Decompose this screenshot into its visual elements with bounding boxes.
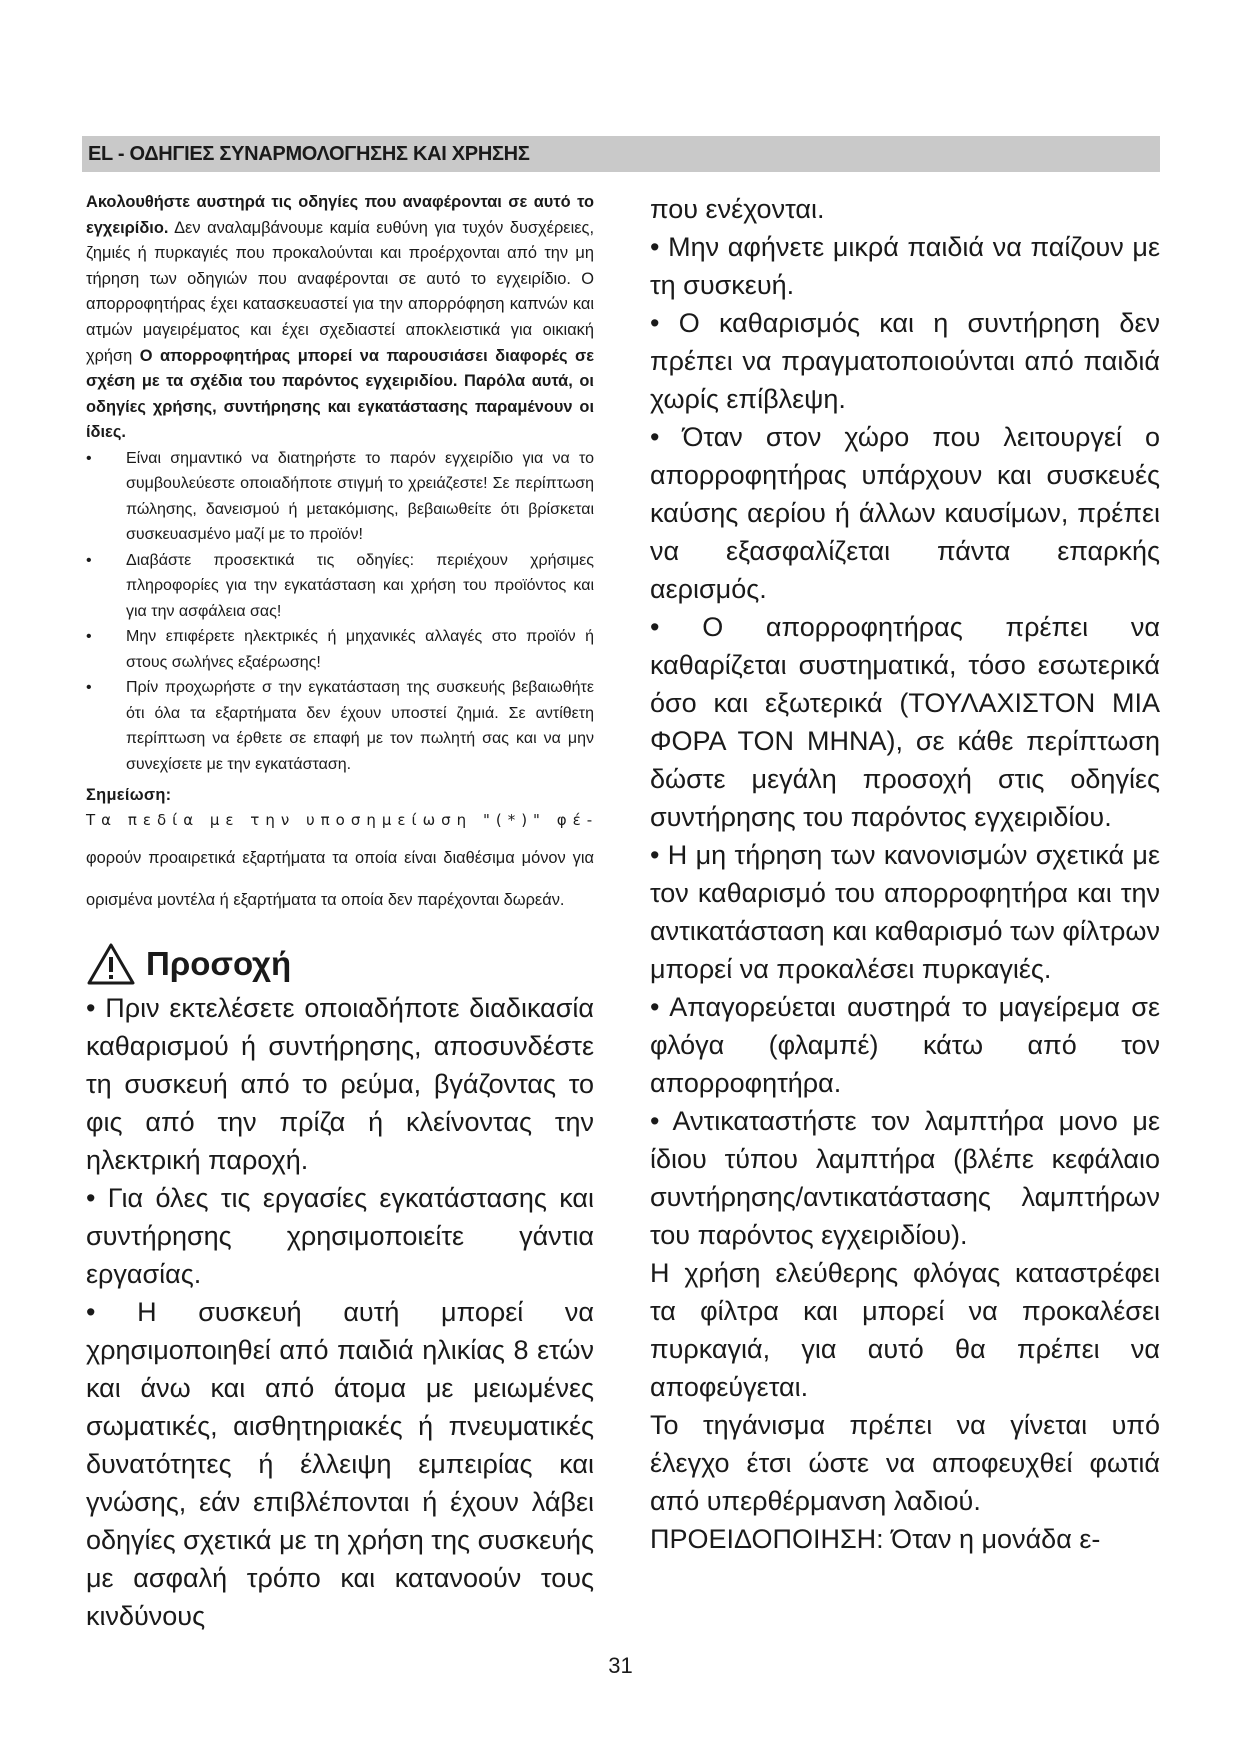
intro-text-1: Δεν αναλαμβάνουμε καμία ευθύνη για τυχόν δυσχέρειες, ζημιές ή πυρκαγιές που προκαλούνται και προέρχονται από την μη τήρηση των οδηγιών που αναφέρονται σε αυτό το εγχειρίδιο. Ο απορροφητήρας έχει κατασκευαστεί για την απορρόφηση καπνών και ατμών μαγειρέματος και έχει σχεδιαστεί αποκλειστικά για οικιακή χρήση — [86, 218, 594, 365]
safety-bullet-list — [86, 446, 594, 778]
page-number: 31 — [608, 1653, 633, 1678]
list-item: • Διαβάστε προσεκτικά τις οδηγίες: περιέχουν χρήσιμες πληροφορίες για την εγκατάσταση και χρήση του προϊόντος και για την ασφάλεια σας! — [86, 548, 594, 625]
section-title: EL - ΟΔΗΓΙΕΣ ΣΥΝΑΡΜΟΛΟΓΗΣΗΣ ΚΑΙ ΧΡΗΣΗΣ — [88, 143, 530, 165]
warning-paragraph: • Για όλες τις εργασίες εγκατάστασης και συντήρησης χρησιμοποιείτε γάντια εργασίας. — [86, 1183, 594, 1290]
note-continuation: φορούν προαιρετικά εξαρτήματα τα οποία είναι διαθέσιμα μόνον για ορισμένα μοντέλα ή εξαρτήματα τα οποία δεν παρέχονται δωρεάν. — [86, 849, 594, 910]
intro-bold-2: Ο απορροφητήρας μπορεί να παρουσιάσει διαφορές σε σχέση με τα σχέδια του παρόντος εγχειριδίου. Παρόλα αυτά, οι οδηγίες χρήσης, συντήρησης και εγκατάστασης παραμένουν οι ίδιες. — [86, 346, 594, 442]
warning-paragraph: • Η συσκευή αυτή μπορεί να χρησιμοποιηθεί από παιδιά ηλικίας 8 ετών και άνω και από άτομα με μειωμένες σωματικές, αισθητηριακές ή πνευματικές δυνατότητες ή έλλειψη εμπειρίας και γνώσης, εάν επιβλέπονται ή έχουν λάβει οδηγίες σχετικά με τη χρήση της συσκευής με ασφαλή τρόπο και κατανοούν τους κινδύνους — [86, 1297, 594, 1632]
right-paragraph: Η χρήση ελεύθερης φλόγας καταστρέφει τα φίλτρα και μπορεί να προκαλέσει πυρκαγιά, για αυτό θα πρέπει να αποφεύγεται. — [650, 1258, 1160, 1402]
intro-paragraph — [86, 190, 594, 446]
list-item: • Πρίν προχωρήστε σ την εγκατάσταση της συσκευής βεβαιωθήτε ότι όλα τα εξαρτήματα δεν έχουν υποστεί ζημιά. Σε αντίθετη περίπτωση να έρθετε σε επαφή με τον πωλητή σας και να μην συνεχίσετε με την εγκατάσταση. — [86, 675, 594, 777]
right-paragraph: • Ο καθαρισμός και η συντήρηση δεν πρέπει να πραγματοποιούνται από παιδιά χωρίς επίβλεψη. — [650, 308, 1160, 414]
right-paragraph: • Ο απορροφητήρας πρέπει να καθαρίζεται συστηματικά, τόσο εσωτερικά όσο και εξωτερικά (ΤΟΥΛΑΧΙΣΤΟΝ ΜΙΑ ΦΟΡΑ ΤΟΝ ΜΗΝΑ), σε κάθε περίπτωση δώστε μεγάλη προσοχή στις οδηγίες συντήρησης του παρόντος εγχειριδίου. — [650, 612, 1160, 832]
note-spaced-text: Τα πεδία με την υποσημείωση "(*)" φέ- — [86, 811, 599, 830]
list-item: • Μην επιφέρετε ηλεκτρικές ή μηχανικές αλλαγές στο προϊόν ή στους σωλήνες εξαέρωσης! — [86, 624, 594, 675]
right-paragraph: • Όταν στον χώρο που λειτουργεί ο απορροφητήρας υπάρχουν και συσκευές καύσης αερίου ή άλλων καυσίμων, πρέπει να εξασφαλίζεται πάντα επαρκής αερισμός. — [650, 422, 1160, 604]
note-line — [86, 783, 599, 833]
note-label: Σημείωση: — [86, 786, 172, 805]
section-header-bar — [82, 136, 1160, 172]
right-column — [650, 190, 1160, 1558]
right-paragraph: • Απαγορεύεται αυστηρά το μαγείρεμα σε φλόγα (φλαμπέ) κάτω από τον απορροφητήρα. — [650, 992, 1160, 1098]
warning-heading — [86, 939, 594, 989]
right-paragraph: που ενέχονται. — [650, 194, 825, 224]
warning-triangle-icon — [86, 942, 136, 986]
right-paragraph: • Μην αφήνετε μικρά παιδιά να παίζουν με τη συσκευή. — [650, 232, 1160, 300]
warning-title: Προσοχή — [146, 945, 292, 983]
left-column — [86, 190, 599, 1635]
right-paragraph: Το τηγάνισμα πρέπει να γίνεται υπό έλεγχο έτσι ώστε να αποφευχθεί φωτιά από υπερθέρμανση λαδιού. — [650, 1410, 1160, 1516]
intro-bold-1: Ακολουθήστε αυστηρά τις οδηγίες που αναφέρονται σε αυτό το εγχειρίδιο. — [86, 193, 594, 237]
warning-text — [86, 989, 594, 1635]
list-item: • Είναι σημαντικό να διατηρήστε το παρόν εγχειρίδιο για να το συμβουλεύεστε οποιαδήποτε στιγμή το χρειάζεστε! Σε περίπτωση πώλησης, δανεισμού ή μετακόμισης, βεβαιωθείτε ότι βρίσκεται συσκευασμένο μαζί με το προϊόν! — [86, 446, 594, 548]
warning-paragraph: • Πριν εκτελέσετε οποιαδήποτε διαδικασία καθαρισμού ή συντήρησης, αποσυνδέστε τη συσκευή από το ρεύμα, βγάζοντας το φις από την πρίζα ή κλείνοντας την ηλεκτρική παροχή. — [86, 993, 594, 1176]
right-paragraph: • Η μη τήρηση των κανονισμών σχετικά με τον καθαρισμό του απορροφητήρα και την αντικατάσταση και καθαρισμό των φίλτρων μπορεί να προκαλέσει πυρκαγιές. — [650, 840, 1160, 984]
right-paragraph: ΠΡΟΕΙΔΟΠΟΙΗΣΗ: Όταν η μονάδα ε- — [650, 1524, 1101, 1554]
right-paragraph: • Αντικαταστήστε τον λαμπτήρα μονο με ίδιου τύπου λαμπτήρα (βλέπε κεφάλαιο συντήρησης/αντικατάστασης λαμπτήρων του παρόντος εγχειριδίου). — [650, 1106, 1160, 1250]
